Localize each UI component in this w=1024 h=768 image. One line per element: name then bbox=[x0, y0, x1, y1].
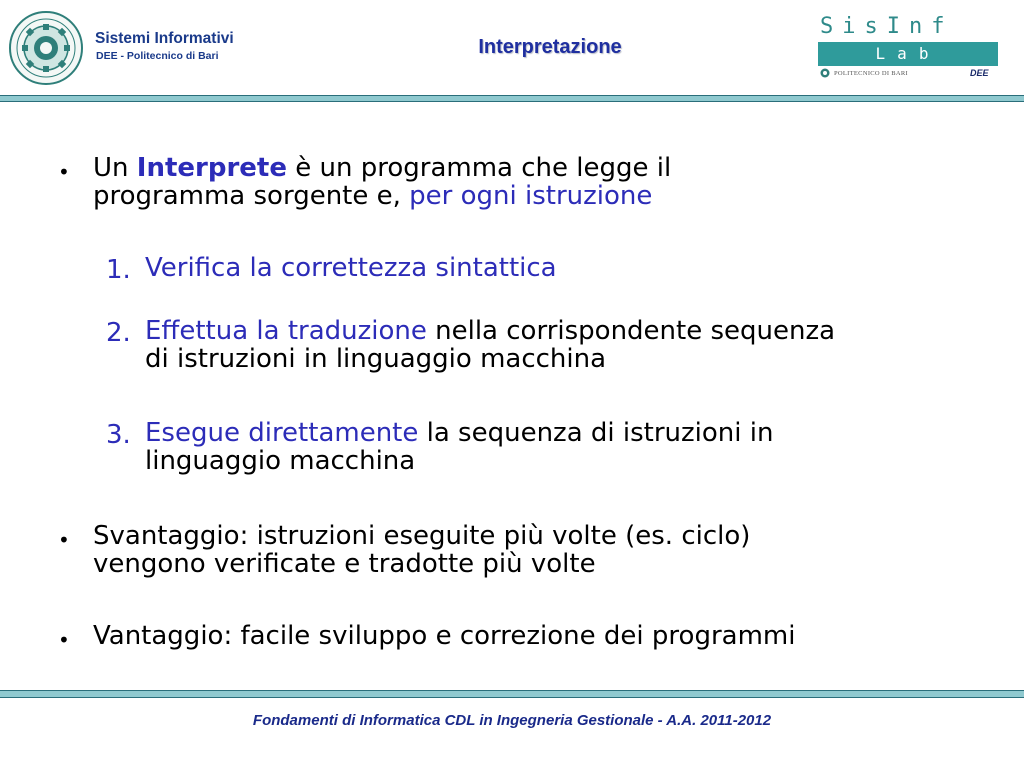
brand-subtitle: DEE - Politecnico di Bari bbox=[96, 50, 219, 62]
bullet-text: Svantaggio: istruzioni eseguite più volte (es. ciclo) bbox=[93, 521, 751, 551]
bullet-text: è un programma che legge il bbox=[286, 153, 672, 183]
step-text bbox=[145, 318, 835, 373]
bullet-text: vengono verificate e tradotte più volte bbox=[93, 548, 596, 579]
step-line2: di istruzioni in linguaggio macchina bbox=[145, 343, 607, 374]
step-highlight: Verifica la correttezza sintattica bbox=[145, 253, 557, 283]
step-number: 1. bbox=[106, 255, 131, 285]
highlight-text: per ogni istruzione bbox=[409, 180, 653, 211]
sisinf-lab-bar bbox=[818, 42, 998, 66]
bullet-svantaggio bbox=[93, 523, 750, 578]
bullet-icon: • bbox=[58, 628, 70, 652]
poliba-gear-icon bbox=[820, 68, 830, 78]
sisinf-lab-text: Lab bbox=[875, 44, 941, 63]
slide-title: Interpretazione bbox=[478, 36, 622, 58]
header-divider bbox=[0, 95, 1024, 102]
step-rest: nella corrispondente sequenza bbox=[426, 316, 836, 346]
brand-title: Sistemi Informativi bbox=[95, 30, 234, 47]
bullet-icon: • bbox=[58, 528, 70, 552]
step-highlight: Esegue direttamente bbox=[145, 418, 419, 448]
bullet-text: Un bbox=[93, 153, 137, 183]
step-number: 3. bbox=[106, 420, 131, 450]
keyword-interprete: Interprete bbox=[136, 153, 287, 183]
bullet-icon: • bbox=[58, 160, 70, 184]
bullet-text: programma sorgente e, bbox=[93, 180, 410, 211]
poliba-text: POLITECNICO DI BARI bbox=[834, 70, 908, 77]
footer-text: Fondamenti di Informatica CDL in Ingegneria Gestionale - A.A. 2011-2012 bbox=[252, 712, 772, 729]
bullet-text: Vantaggio: facile sviluppo e correzione dei programmi bbox=[93, 621, 796, 651]
step-rest: la sequenza di istruzioni in bbox=[418, 418, 774, 448]
step-line2: linguaggio macchina bbox=[145, 445, 416, 476]
sisinf-logo-text: SisInf bbox=[820, 14, 954, 39]
bullet-interprete bbox=[93, 155, 671, 210]
dee-logo: DEE bbox=[970, 68, 989, 78]
step-text bbox=[145, 420, 773, 475]
step-text bbox=[145, 255, 557, 283]
bullet-vantaggio bbox=[93, 623, 795, 651]
footer-divider bbox=[0, 690, 1024, 698]
step-number: 2. bbox=[106, 318, 131, 348]
step-highlight: Effettua la traduzione bbox=[145, 316, 427, 346]
politecnico-seal-logo bbox=[8, 10, 84, 86]
